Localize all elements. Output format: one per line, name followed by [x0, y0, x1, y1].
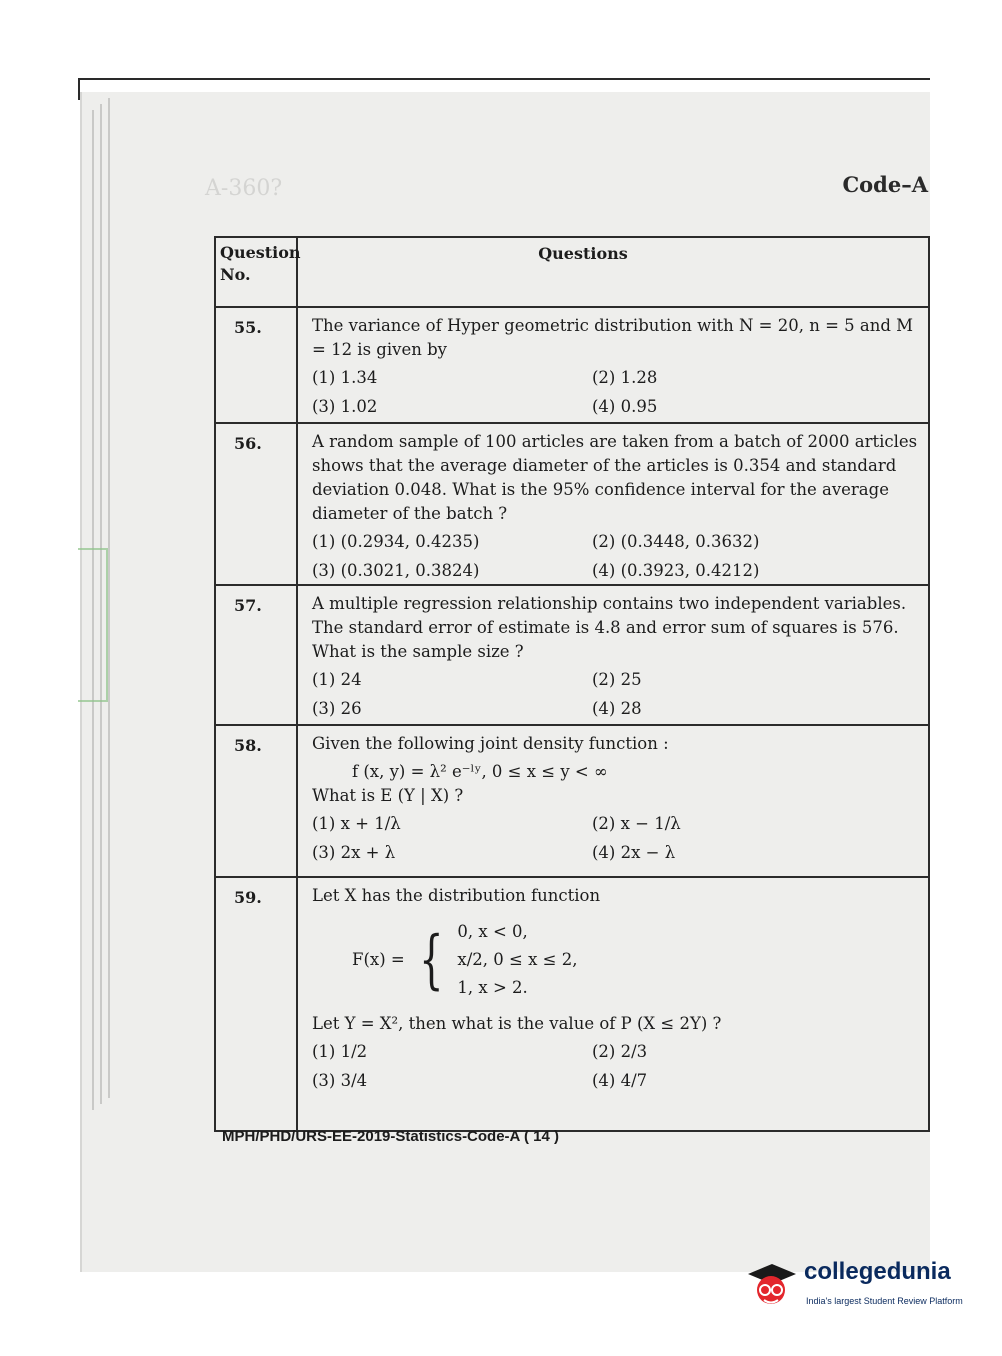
option: (3) 26 — [312, 699, 362, 718]
piecewise-function — [352, 918, 928, 1002]
question-stem: Given the following joint density function : — [312, 734, 669, 753]
graduation-cap-icon — [744, 1256, 798, 1310]
questions-table — [214, 236, 930, 1132]
table-header-row — [215, 237, 929, 307]
question-body — [297, 877, 929, 1131]
option: (2) 2/3 — [592, 1042, 648, 1061]
question-stem: The variance of Hyper geometric distribution with N = 20, n = 5 and M = 12 is given by — [312, 316, 914, 359]
option: (4) 28 — [592, 699, 642, 718]
question-row — [215, 725, 929, 877]
question-body — [297, 585, 929, 725]
stamp-mark — [78, 548, 108, 702]
question-number: 59. — [215, 877, 297, 1131]
question-row — [215, 423, 929, 585]
function-cases — [457, 918, 577, 1002]
option: (2) 25 — [592, 670, 642, 689]
option: (1) x + 1/λ — [312, 814, 401, 833]
option: (4) 2x − λ — [592, 843, 676, 862]
logo-tagline: India's largest Student Review Platform — [806, 1296, 963, 1306]
option: (3) 3/4 — [312, 1071, 368, 1090]
option: (1) (0.2934, 0.4235) — [312, 532, 480, 551]
page-edge — [108, 98, 110, 1098]
option: (2) 1.28 — [592, 368, 658, 387]
case: 1, x > 2. — [457, 978, 528, 997]
question-number: 56. — [215, 423, 297, 585]
question-stem: A multiple regression relationship contains two independent variables. The standard error of estimate is 4.8 and error sum of squares is 576. What is the sample size ? — [312, 594, 907, 661]
options-grid — [312, 668, 928, 721]
logo-wordmark: collegedunia — [804, 1258, 951, 1285]
option: (1) 24 — [312, 670, 362, 689]
question-body — [297, 725, 929, 877]
density-formula: f (x, y) = λ² e⁻ˡʸ, 0 ≤ x ≤ y < ∞ — [352, 762, 608, 781]
option: (1) 1/2 — [312, 1042, 368, 1061]
case: 0, x < 0, — [457, 922, 528, 941]
option: (4) 4/7 — [592, 1071, 648, 1090]
question-row — [215, 585, 929, 725]
paper-code: Code–A — [842, 172, 928, 197]
options-grid — [312, 1040, 928, 1093]
option: (2) (0.3448, 0.3632) — [592, 532, 760, 551]
collegedunia-logo[interactable] — [740, 1248, 970, 1318]
option: (1) 1.34 — [312, 368, 378, 387]
option: (4) (0.3923, 0.4212) — [592, 561, 760, 580]
question-row — [215, 307, 929, 423]
brace-symbol: { — [418, 923, 444, 997]
option: (2) x − 1/λ — [592, 814, 681, 833]
question-number: 55. — [215, 307, 297, 423]
options-grid — [312, 530, 928, 583]
option: (3) 1.02 — [312, 397, 378, 416]
bleed-through-text: A-360? — [205, 176, 283, 201]
option: (3) 2x + λ — [312, 843, 396, 862]
question-number: 58. — [215, 725, 297, 877]
case: x/2, 0 ≤ x ≤ 2, — [457, 950, 578, 969]
option: (3) (0.3021, 0.3824) — [312, 561, 480, 580]
question-stem-2: Let Y = X², then what is the value of P (X ≤ 2Y) ? — [312, 1014, 722, 1033]
question-row — [215, 877, 929, 1131]
question-body — [297, 307, 929, 423]
question-stem: Let X has the distribution function — [312, 886, 601, 905]
option: (4) 0.95 — [592, 397, 658, 416]
options-grid — [312, 812, 928, 865]
question-stem: A random sample of 100 articles are taken from a batch of 2000 articles shows that the average diameter of the articles is 0.354 and standard deviation 0.048. What is the 95% confidence interval for the average diameter of the batch ? — [312, 432, 918, 523]
question-body — [297, 423, 929, 585]
column-header-no: Question No. — [215, 237, 297, 307]
page-footer: MPH/PHD/URS-EE-2019-Statistics-Code-A ( 14 ) — [222, 1128, 560, 1145]
scan-border — [78, 78, 930, 80]
options-grid — [312, 366, 928, 419]
column-header-questions: Questions — [297, 237, 929, 307]
question-stem-2: What is E (Y | X) ? — [312, 786, 464, 805]
question-number: 57. — [215, 585, 297, 725]
function-label: F(x) = — [352, 950, 405, 969]
